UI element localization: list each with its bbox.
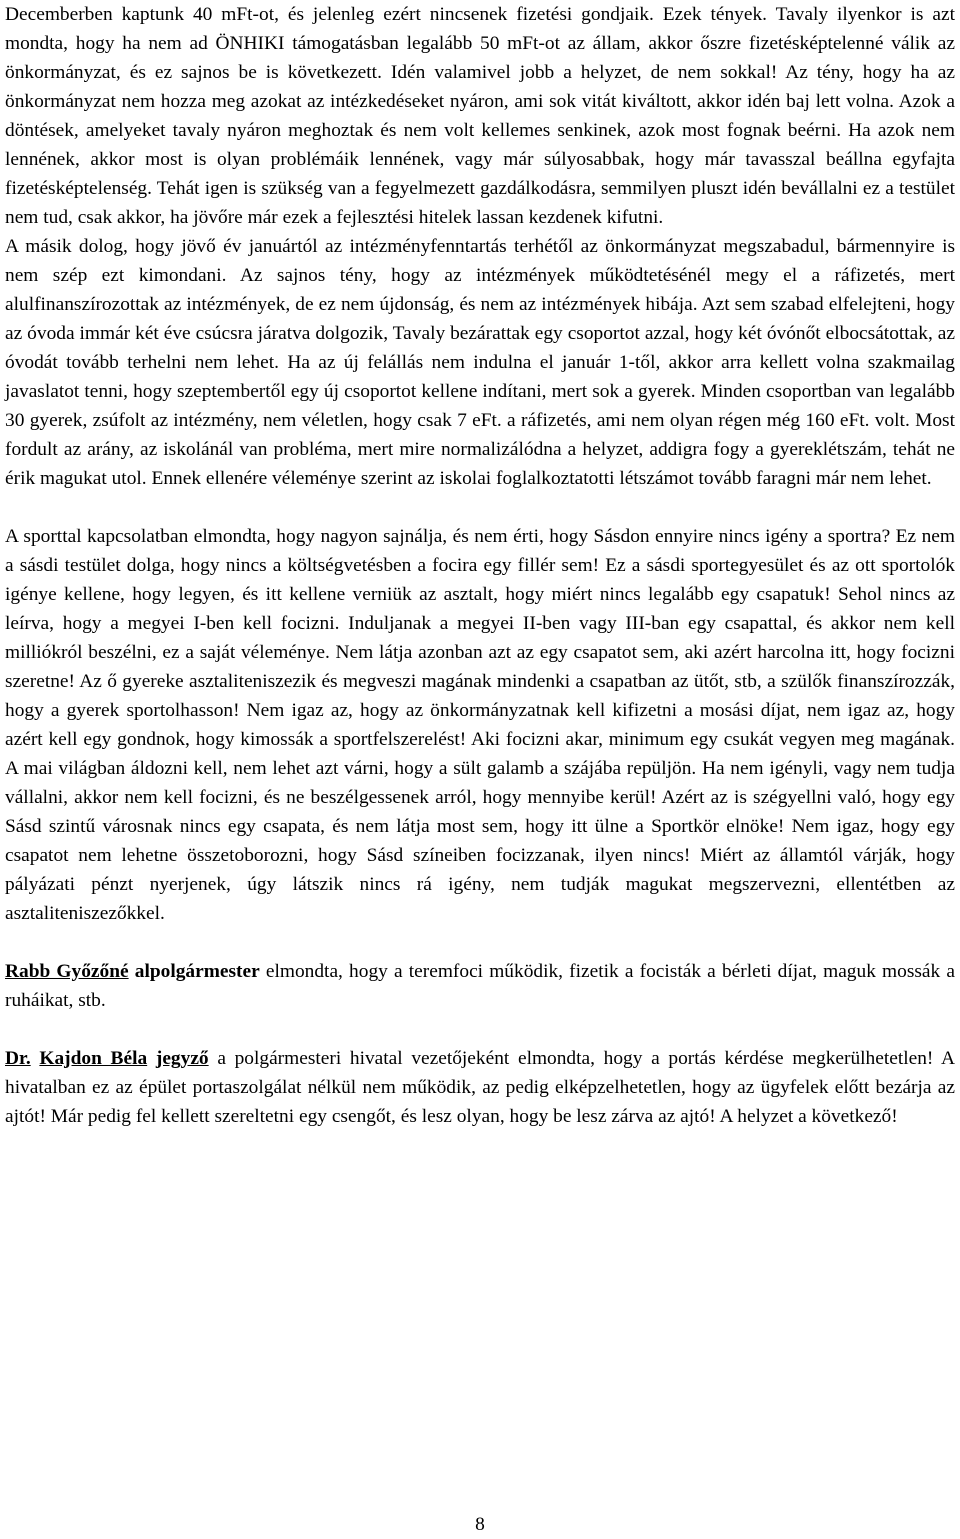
speaker-prefix: Dr. — [5, 1048, 31, 1069]
paragraph-budget-first — [5, 0, 955, 232]
speaker-name: Rabb Győzőné — [5, 961, 129, 982]
page-number: 8 — [475, 1514, 485, 1535]
paragraph-sport-text: A sporttal kapcsolatban elmondta, hogy nagyon sajnálja, és nem érti, hogy Sásdon ennyire nincs igény a sportra? Ez nem a sásdi testület dolga, hogy nincs a költségvetésben a focira egy fillér sem! Ez a sásdi sportegyesület és az ott sportolók igénye kellene, hogy legyen, és itt kellene verniük az asztalt, hogy miért nincs legalább egy csapatuk! Sehol nincs az leírva, hogy a megyei I-ben kell focizni. Induljanak a megyei II-ben vagy III-ban egy csapattal, és akkor nem kell milliókról beszélni, ez a saját véleménye. Nem látja azonban azt az egy csapatot sem, aki azért harcolna itt, hogy focizni szeretne! Az ő gyereke asztaliteniszezik és megveszi magának mindenki a csapatban az ütőt, stb, a szülők finanszírozzák, hogy a gyerek sportolhasson! Nem igaz az, hogy az önkormányzatnak kell kifizetni a mosási díjat, nem igaz az, hogy azért kell egy gondnok, hogy kimossák a sportfelszerelést! Aki focizni akar, minimum egy csukát vegyen meg magának. A mai világban áldozni kell, nem lehet azt várni, hogy a sült galamb a szájába repüljön. Ha nem igényli, vagy nem tudja vállalni, akkor nem kell focizni, és ne beszélgessenek arról, hogy mennyibe kerül! Azért az is szégyellni való, hogy egy Sásd szintű városnak nincs egy csapata, és nem látja most sem, hogy itt ülne a Sportkör elnöke! Nem igaz, hogy egy csapatot nem lehetne összetoborozni, hogy Sásd színeiben focizzanak, ilyen nincs! Miért az államtól várják, hogy pályázati pénzt nyerjenek, úgy látszik nincs rá igény, nem tudják magukat megszervezni, ellentétben az asztaliteniszezőkkel. — [5, 526, 955, 924]
paragraph-spacer — [5, 493, 955, 522]
notary-statement: a polgármesteri hivatal vezetőjeként elmondta, hogy a portás kérdése megkerülhetetlen! A hivatalban ez az épület portaszolgálat nélkül nem működik, az pedig elképzelhetetlen, hogy az ügyfelek előtt bezárja az ajtót! Már pedig fel kellett szereltetni egy csengőt, és lesz olyan, hogy be lesz zárva az ajtó! A helyzet a következő! — [5, 1048, 955, 1127]
deputy-mayor-statement: elmondta, hogy a teremfoci működik, fizetik a focisták a bérleti díjat, maguk mossák a ruháikat, stb. — [5, 961, 955, 1011]
paragraph-institutions-text: A másik dolog, hogy jövő év januártól az intézményfenntartás terhétől az önkormányzat megszabadul, bármennyire is nem szép ezt kimondani. Az sajnos tény, hogy az intézmények működtetésénél megy el a ráfizetés, mert alulfinanszírozottak az intézmények, de ez nem újdonság, és nem az intézmények hibája. Azt sem szabad elfelejteni, hogy az óvoda immár két éve csúcsra járatva dolgozik, Tavaly bezárattak egy csoportot azzal, hogy két óvónőt elbocsátottak, az óvodát tovább terhelni nem lehet. Ha az új felállás nem indulna el január 1-től, akkor arra kellett volna szakmailag javaslatot tenni, hogy szeptembertől egy új csoportot kellene indítani, mert sok a gyerek. Minden csoportban van legalább 30 gyerek, zsúfolt az intézmény, nem véletlen, hogy csak 7 eFt. a ráfizetés, ami nem olyan régen még 160 eFt. volt. Most fordult az arány, az iskolánál van probléma, mert mire normalizálódna a helyzet, addigra fogy a gyereklétszám, tehát ne érik magukat utol. Ennek ellenére véleménye szerint az iskolai foglalkoztatotti létszámot tovább faragni már nem lehet. — [5, 236, 955, 489]
speaker-name: Kajdon Béla — [39, 1048, 148, 1069]
document-page — [5, 0, 955, 1131]
paragraph-institutions — [5, 232, 955, 493]
paragraph-budget-text: Decemberben kaptunk 40 mFt-ot, és jelenleg ezért nincsenek fizetési gondjaik. Ezek tények. Tavaly ilyenkor is azt mondta, hogy ha nem ad ÖNHIKI támogatásban legalább 50 mFt-ot az állam, akkor őszre fizetésképtelenné válik az önkormányzat, és ez sajnos be is következett. Idén valamivel jobb a helyzet, de nem sokkal! Az tény, hogy ha az önkormányzat nem hozza meg azokat az intézkedéseket nyáron, ami sok vitát kiváltott, akkor idén baj lett volna. Azok a döntések, amelyeket tavaly nyáron meghoztak és nem volt kellemes senkinek, azok most fognak beérni. Ha azok nem lennének, akkor most is olyan problémáik lennének, vagy már súlyosabbak, hogy már tavasszal beállna egyfajta fizetésképtelenség. Tehát igen is szükség van a fegyelmezett gazdálkodásra, semmilyen pluszt idén bevállalni ez a testület nem tud, csak akkor, ha jövőre már ezek a fejlesztési hitelek lassan kezdenek kifutni. — [5, 4, 955, 228]
paragraph-spacer — [5, 1015, 955, 1044]
speaker-title: alpolgármester — [134, 961, 260, 982]
paragraph-spacer — [5, 928, 955, 957]
speaker-title: jegyző — [155, 1048, 209, 1069]
paragraph-sport — [5, 522, 955, 928]
paragraph-deputy-mayor — [5, 957, 955, 1015]
paragraph-notary — [5, 1044, 955, 1131]
